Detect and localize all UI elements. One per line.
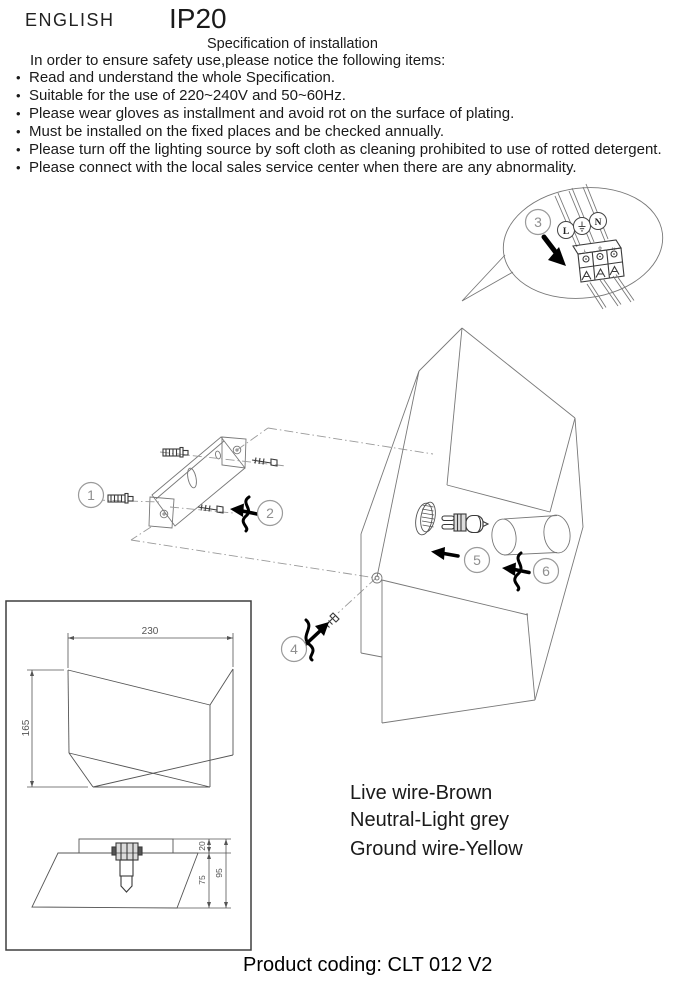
body-depth-value: 75	[197, 875, 207, 885]
mounting-screw	[198, 505, 223, 514]
safety-note: • Please turn off the lighting source by soft cloth as cleaning prohibited to use of rotted detergent.	[16, 141, 681, 159]
safety-note: • Read and understand the whole Specification.	[16, 69, 681, 87]
language-label: ENGLISH	[25, 10, 115, 30]
step3-arrow	[544, 237, 557, 254]
step-5-number: 5	[473, 552, 481, 568]
wire-label-circles	[558, 213, 607, 239]
height-dimension	[21, 670, 88, 787]
screw-boss	[372, 573, 382, 583]
rotate-arrow-icon	[502, 553, 529, 590]
wall-anchor	[163, 448, 188, 458]
g9-bulb	[442, 514, 488, 533]
dimension-box-border	[6, 601, 251, 950]
bracket-depth-value: 20	[197, 841, 207, 851]
lamp-body	[361, 328, 583, 723]
step-2-number: 2	[266, 505, 274, 521]
step-1-number: 1	[87, 487, 95, 503]
wire-legend-neutral: Neutral-Light grey	[350, 809, 509, 831]
block-live-mark: L	[583, 248, 587, 253]
wall-anchor	[108, 494, 133, 504]
callout-ellipse	[497, 179, 669, 308]
block-neutral-mark: N	[612, 246, 615, 251]
bracket-slot-hole	[186, 467, 198, 488]
safety-note: • Must be installed on the fixed places and be checked annually.	[16, 123, 681, 141]
wire-legend-live: Live wire-Brown	[350, 782, 493, 804]
step-4-number: 4	[290, 641, 298, 657]
width-value: 230	[141, 626, 159, 637]
neutral-terminal-label: N	[594, 218, 602, 228]
lamp-socket	[413, 501, 437, 536]
safety-note: • Suitable for the use of 220~240V and 50~60Hz.	[16, 87, 681, 105]
total-depth-value: 95	[214, 868, 224, 878]
bracket-assembly	[79, 428, 434, 613]
block-earth-mark	[598, 246, 602, 251]
safety-note: • Please connect with the local sales service center when there are any abnormality.	[16, 159, 681, 177]
product-coding: Product coding: CLT 012 V2	[243, 954, 493, 976]
glass-cylinder	[490, 514, 572, 557]
height-value: 165	[21, 719, 32, 737]
safety-intro: In order to ensure safety use,please notice the following items:	[30, 52, 446, 69]
wiring-callout	[462, 179, 669, 309]
mounting-screw	[252, 458, 277, 467]
step-3-number: 3	[534, 214, 542, 230]
glass-diffuser-step6	[490, 514, 572, 590]
width-dimension	[68, 626, 233, 668]
socket-side-view	[112, 843, 142, 892]
rotate-arrow-icon	[305, 620, 329, 660]
dimension-box	[6, 601, 251, 950]
rotate-arrow-icon	[230, 497, 257, 531]
fixing-screw-step4	[282, 613, 340, 662]
page-title: Specification of installation	[207, 36, 378, 52]
front-view-drawing	[68, 669, 233, 787]
halogen-bulb-step5	[431, 514, 490, 573]
live-terminal-label: L	[562, 227, 570, 237]
ip-rating: IP20	[169, 3, 227, 34]
side-view-drawing	[32, 839, 231, 908]
safety-note: • Please wear gloves as installment and avoid rot on the surface of plating.	[16, 105, 681, 123]
wire-legend-ground: Ground wire-Yellow	[350, 838, 523, 860]
step-6-number: 6	[542, 563, 550, 579]
